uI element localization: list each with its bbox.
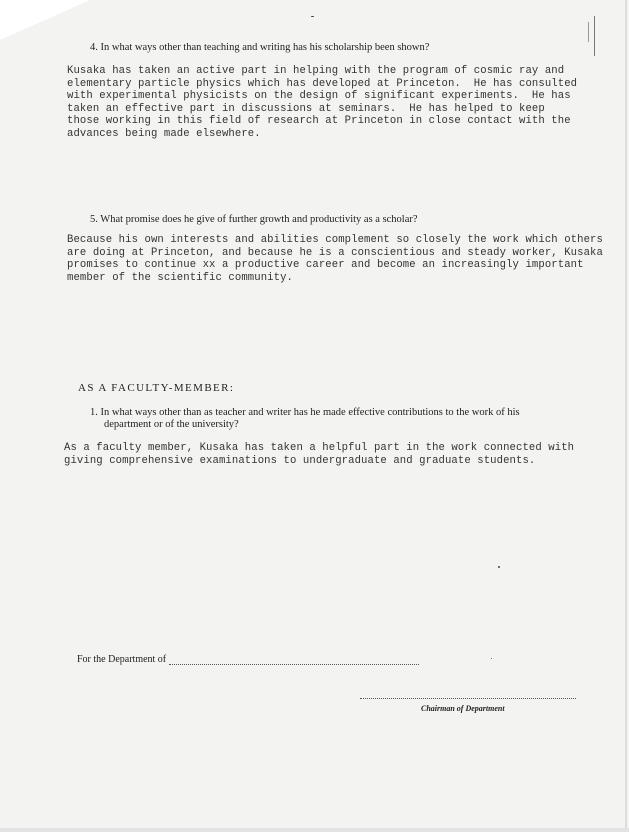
folded-corner [0, 0, 90, 40]
answer-line: Because his own interests and abilities complement so closely the work which others [67, 234, 603, 246]
answer-line: advances being made elsewhere. [67, 127, 261, 140]
answer-line: promises to continue xx a productive career and become an increasingly important [67, 259, 584, 271]
section-heading-faculty: AS A FACULTY-MEMBER: [78, 382, 235, 394]
answer-line: are doing at Princeton, and because he is a conscientious and steady worker, Kusaka [67, 246, 603, 259]
answer-line: member of the scientific community. [67, 271, 294, 284]
page-edge-right [625, 0, 627, 832]
signature-caption: Chairman of Department [421, 704, 505, 713]
department-field [77, 654, 419, 665]
answer-line: with experimental physicists on the design of significant experiments. He has [67, 90, 571, 102]
department-blank-line [169, 654, 419, 665]
faculty-question-1: 1. In what ways other than as teacher and writer has he made effective contributions to the work of his [90, 407, 520, 418]
margin-mark-inner [588, 22, 592, 42]
answer-line: those working in this field of research at Princeton in close contact with the [67, 115, 571, 127]
question-5: 5. What promise does he give of further growth and productivity as a scholar? [90, 214, 418, 225]
question-4: 4. In what ways other than teaching and writing has his scholarship been shown? [90, 42, 430, 53]
signature-line [360, 698, 576, 699]
scan-speck [498, 566, 500, 568]
answer-line: elementary particle physics which has developed at Princeton. He has consulted [67, 77, 578, 90]
margin-mark [594, 16, 598, 56]
answer-line: giving comprehensive examinations to undergraduate and graduate students. [64, 454, 536, 467]
answer-line: taken an effective part in discussions at seminars. He has helped to keep [67, 102, 545, 115]
page-edge-bottom [0, 828, 629, 832]
scan-speck [491, 658, 492, 659]
scan-speck [311, 16, 314, 17]
answer-line: As a faculty member, Kusaka has taken a helpful part in the work connected with [64, 442, 575, 454]
answer-line: Kusaka has taken an active part in helping with the program of cosmic ray and [67, 65, 565, 77]
department-label: For the Department of [77, 654, 167, 665]
faculty-question-1-cont: department or of the university? [104, 419, 239, 430]
